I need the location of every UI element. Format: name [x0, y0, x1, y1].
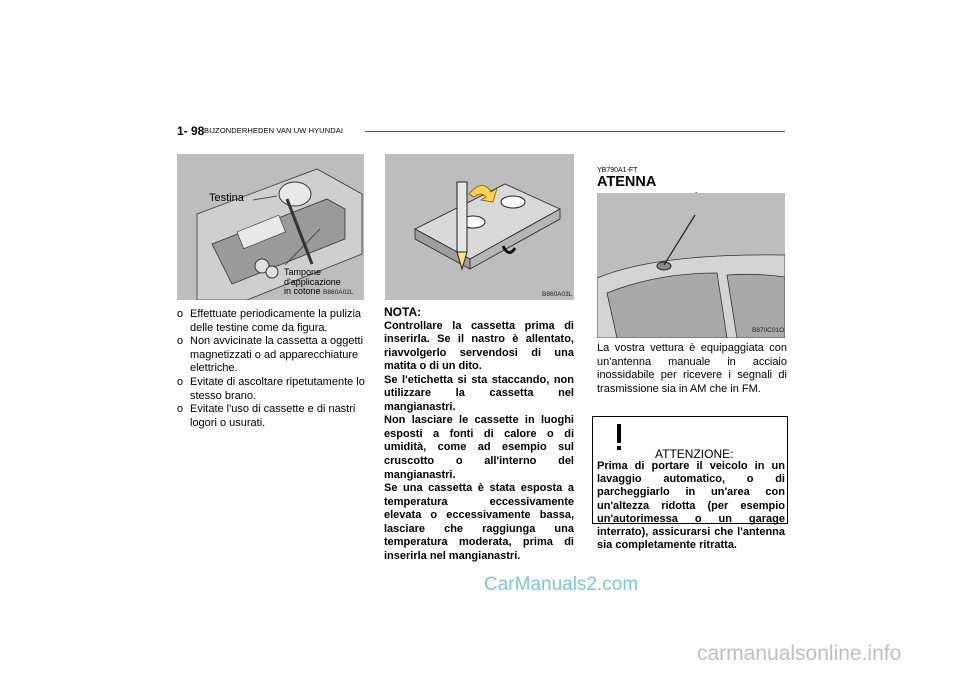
figure1-code: B860A02L [323, 289, 354, 296]
list-item: o Evitate di ascoltare ripetutamente lo stesso brano. [177, 375, 365, 402]
nota-paragraph: Non lasciare le cassette in luoghi esposti a fonti di calore o di umidità, come ad esempio sul cruscotto o all'interno del mangianastri. [384, 414, 574, 481]
figure3-code: B870C01O [752, 327, 785, 334]
maintenance-bullet-list [177, 308, 367, 430]
warning-title: ATTENZIONE: [655, 447, 734, 461]
list-item: o Evitate l'uso di cassette e di nastri logori o usurati. [177, 403, 356, 429]
nota-block [384, 306, 574, 563]
figure-car-antenna [597, 193, 785, 338]
figure1-label-tampone [284, 268, 353, 298]
figure-cassette-pencil [385, 154, 574, 300]
page-header-title: BIJZONDERHEDEN VAN UW HYUNDAI [204, 126, 344, 135]
header-rule [365, 131, 785, 132]
nota-paragraph: Se una cassetta è stata esposta a temperatura eccessivamente elevata o eccessivamente bassa, lasciare che raggiunga una temperatura moderata, prima di inserirla nel mangianastri. [384, 482, 574, 562]
watermark-carmanualsonline: carmanualsonline.info [697, 642, 902, 665]
warning-icon [604, 422, 634, 452]
section-code: YB790A1-FT [597, 167, 638, 174]
nota-paragraph: Se l'etichetta si sta staccando, non utilizzare la cassetta nel mangianastri. [384, 373, 574, 413]
figure1-label-tampone-line1: Tampone [284, 267, 322, 277]
list-item: o Effettuate periodicamente la pulizia delle testine come da figura. [177, 308, 362, 334]
figure1-label-tampone-line3: in cotone B860A02L [284, 286, 354, 296]
list-item: o Non avvicinate la cassetta a oggetti magnetizzati o ad apparecchiature elettriche. [177, 335, 364, 375]
page-number: 1- 98 [177, 124, 205, 138]
figure1-label-testina: Testina [209, 192, 244, 204]
nota-paragraph: Controllare la cassetta prima di inserirla. Se il nastro è allentato, riavvolgerlo servendosi di una matita o di un dito. [384, 319, 574, 373]
section-title: ATENNA [597, 174, 657, 190]
watermark-carmanuals2: CarManuals2.com [484, 574, 639, 595]
warning-body: Prima di portare il veicolo in un lavaggio automatico, o di parcheggiarlo in un'area con un'altezza ridotta (per esempio un'autorimessa o un garage interrato), assicurarsi che l'antenna sia completamente ritratta. [597, 460, 785, 552]
antenna-description: La vostra vettura è equipaggiata con un'antenna manuale in acciaio inossidabile per ricevere i segnali di trasmissione sia in AM che in FM. [597, 342, 787, 395]
figure1-label-tampone-line2: d'applicazione [284, 276, 341, 287]
figure2-code: B860A03L [542, 291, 573, 298]
nota-title: NOTA: [384, 305, 422, 319]
